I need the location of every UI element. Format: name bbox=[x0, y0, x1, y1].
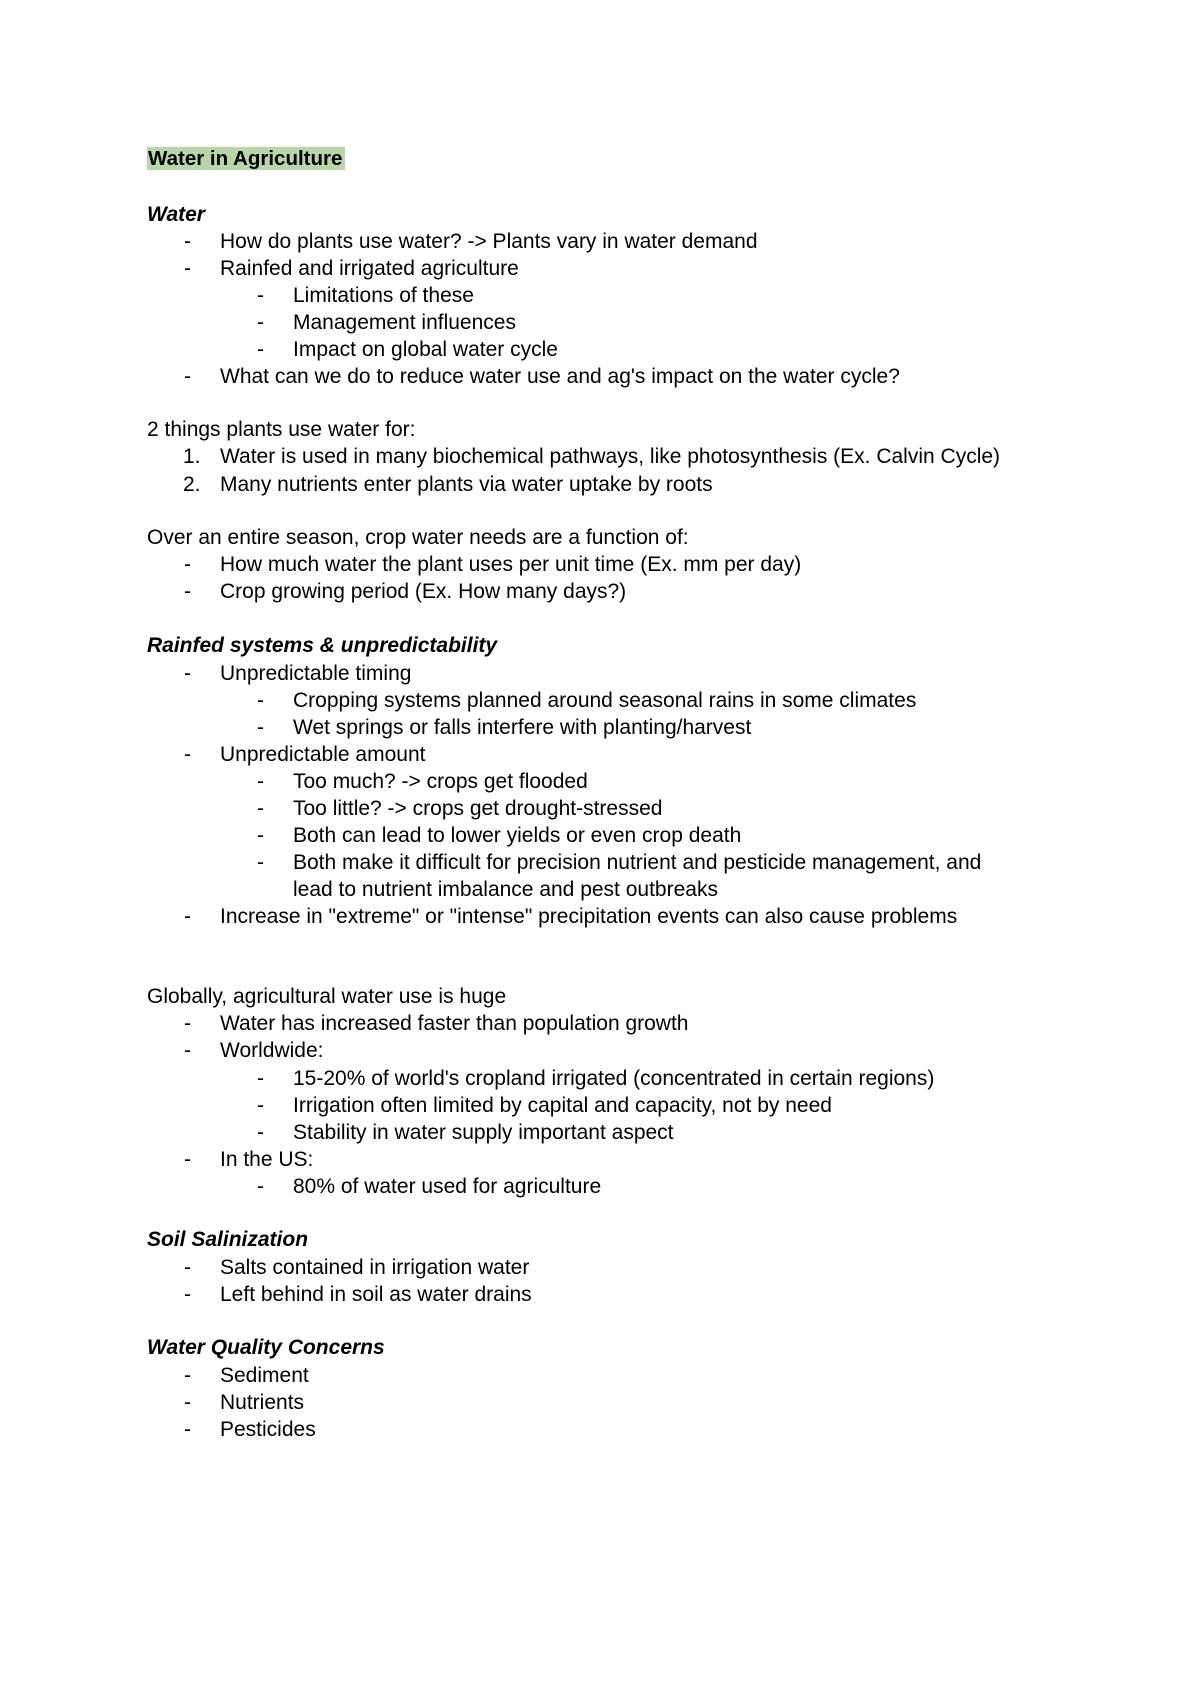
bullet-marker: - bbox=[184, 1283, 191, 1306]
bullet-marker: - bbox=[184, 257, 191, 280]
paragraph-text: Over an entire season, crop water needs are a function of: bbox=[147, 526, 689, 549]
bullet-marker: - bbox=[184, 1012, 191, 1035]
bullet-marker: - bbox=[184, 905, 191, 928]
bullet-marker: - bbox=[257, 824, 264, 847]
bullet-text: Too much? -> crops get flooded bbox=[293, 770, 588, 793]
bullet-text: Sediment bbox=[220, 1364, 309, 1387]
bullet-text: Unpredictable timing bbox=[220, 662, 412, 685]
bullet-text: Left behind in soil as water drains bbox=[220, 1283, 532, 1306]
bullet-text: Crop growing period (Ex. How many days?) bbox=[220, 580, 627, 603]
bullet-marker: - bbox=[257, 797, 264, 820]
bullet-text: Irrigation often limited by capital and capacity, not by need bbox=[293, 1094, 832, 1117]
bullet-marker: - bbox=[184, 365, 191, 388]
bullet-marker: - bbox=[184, 1418, 191, 1441]
bullet-text: Both can lead to lower yields or even crop death bbox=[293, 824, 742, 847]
bullet-marker: - bbox=[184, 1256, 191, 1279]
bullet-marker: - bbox=[257, 851, 264, 874]
bullet-text: How much water the plant uses per unit time (Ex. mm per day) bbox=[220, 553, 802, 576]
document-title: Water in Agriculture bbox=[147, 147, 345, 170]
bullet-marker: - bbox=[257, 770, 264, 793]
bullet-text: Both make it difficult for precision nutrient and pesticide management, and bbox=[293, 851, 982, 874]
paragraph-text: Globally, agricultural water use is huge bbox=[147, 985, 507, 1008]
paragraph-text: 2 things plants use water for: bbox=[147, 418, 416, 441]
bullet-text: Nutrients bbox=[220, 1391, 305, 1414]
bullet-marker: - bbox=[184, 1148, 191, 1171]
bullet-marker: - bbox=[257, 284, 264, 307]
bullet-text: 80% of water used for agriculture bbox=[293, 1175, 602, 1198]
bullet-marker: - bbox=[184, 230, 191, 253]
document-title-line bbox=[147, 144, 345, 173]
bullet-text: How do plants use water? -> Plants vary in water demand bbox=[220, 230, 758, 253]
section-heading: Water bbox=[147, 203, 205, 226]
bullet-text: Worldwide: bbox=[220, 1039, 324, 1062]
bullet-text: Water has increased faster than population growth bbox=[220, 1012, 689, 1035]
bullet-marker: - bbox=[257, 338, 264, 361]
bullet-text: Impact on global water cycle bbox=[293, 338, 558, 361]
bullet-marker: - bbox=[257, 1094, 264, 1117]
document-page bbox=[147, 0, 1147, 1698]
bullet-marker: - bbox=[184, 1039, 191, 1062]
bullet-text: lead to nutrient imbalance and pest outbreaks bbox=[293, 878, 718, 901]
bullet-text: Cropping systems planned around seasonal rains in some climates bbox=[293, 689, 917, 712]
bullet-text: Management influences bbox=[293, 311, 516, 334]
bullet-text: Unpredictable amount bbox=[220, 743, 426, 766]
bullet-marker: - bbox=[257, 1175, 264, 1198]
numbered-text: Many nutrients enter plants via water uptake by roots bbox=[220, 473, 713, 496]
bullet-marker: - bbox=[184, 1391, 191, 1414]
number-marker: 1. bbox=[183, 445, 201, 468]
section-heading: Rainfed systems & unpredictability bbox=[147, 634, 498, 657]
bullet-text: Rainfed and irrigated agriculture bbox=[220, 257, 519, 280]
bullet-marker: - bbox=[184, 743, 191, 766]
bullet-text: In the US: bbox=[220, 1148, 314, 1171]
bullet-marker: - bbox=[184, 1364, 191, 1387]
section-heading: Soil Salinization bbox=[147, 1228, 309, 1251]
bullet-text: Salts contained in irrigation water bbox=[220, 1256, 530, 1279]
bullet-marker: - bbox=[257, 689, 264, 712]
bullet-text: Limitations of these bbox=[293, 284, 474, 307]
bullet-text: Increase in "extreme" or "intense" precipitation events can also cause problems bbox=[220, 905, 958, 928]
bullet-marker: - bbox=[257, 716, 264, 739]
bullet-text: What can we do to reduce water use and ag's impact on the water cycle? bbox=[220, 365, 900, 388]
bullet-text: 15-20% of world's cropland irrigated (concentrated in certain regions) bbox=[293, 1067, 935, 1090]
section-heading: Water Quality Concerns bbox=[147, 1336, 385, 1359]
bullet-marker: - bbox=[257, 311, 264, 334]
bullet-marker: - bbox=[257, 1067, 264, 1090]
bullet-text: Too little? -> crops get drought-stressed bbox=[293, 797, 663, 820]
bullet-marker: - bbox=[257, 1121, 264, 1144]
number-marker: 2. bbox=[183, 473, 201, 496]
bullet-text: Pesticides bbox=[220, 1418, 316, 1441]
numbered-text: Water is used in many biochemical pathways, like photosynthesis (Ex. Calvin Cycle) bbox=[220, 445, 1001, 468]
bullet-marker: - bbox=[184, 580, 191, 603]
bullet-marker: - bbox=[184, 662, 191, 685]
bullet-marker: - bbox=[184, 553, 191, 576]
bullet-text: Stability in water supply important aspect bbox=[293, 1121, 674, 1144]
bullet-text: Wet springs or falls interfere with planting/harvest bbox=[293, 716, 752, 739]
